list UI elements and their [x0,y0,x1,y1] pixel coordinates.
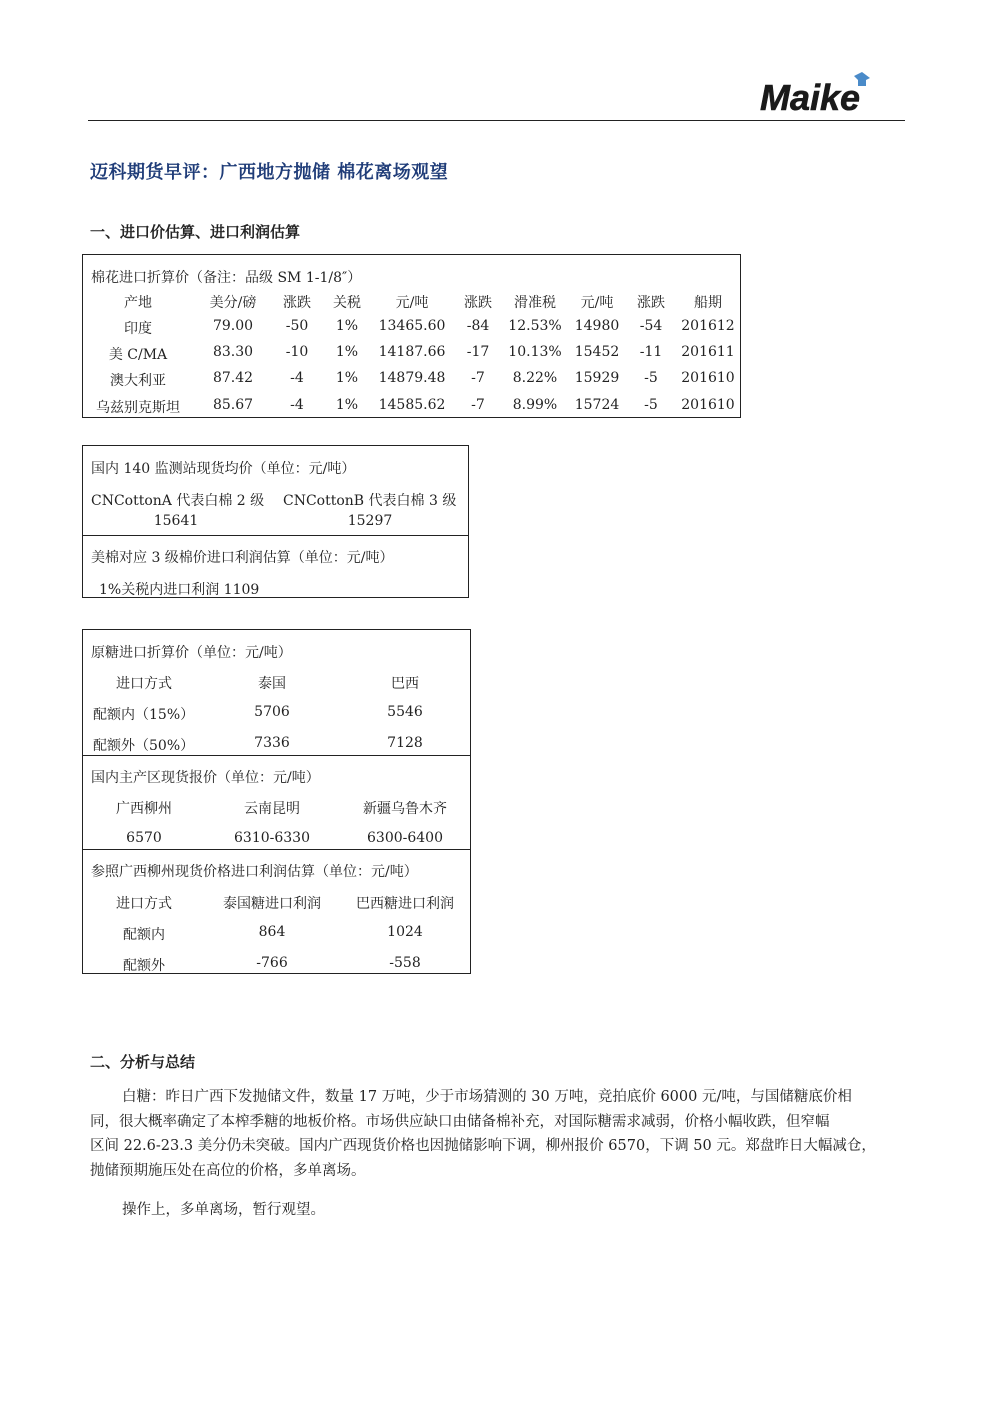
col-header: 涨跌 [283,295,311,311]
cell-yuan-per-ton: 15452 [574,344,620,360]
cell-origin: 乌兹别克斯坦 [96,400,180,416]
cell-method: 配额外 [123,958,165,974]
col-header: 船期 [694,295,722,311]
profit-caption: 美棉对应 3 级棉价进口利润估算（单位：元/吨） [91,550,394,566]
cncotton-a-label: CNCottonA 代表白棉 2 级 [91,493,265,509]
domestic-cotton-caption: 国内 140 监测站现货均价（单位：元/吨） [91,461,356,477]
analysis-paragraph [90,1085,903,1183]
cell-method: 配额外（50%） [93,738,195,754]
cell-method: 配额内（15%） [93,707,195,723]
col-header: 云南昆明 [244,801,300,817]
col-header: 进口方式 [116,896,172,912]
spot-price: 6300-6400 [367,830,443,846]
col-header: 关税 [333,295,361,311]
paragraph-line: 同，很大概率确定了本榨季糖的地板价格。市场供应缺口由储备棉补充，对国际糖需求减弱，价格小幅收跌，但窄幅 [90,1113,830,1130]
sugar-profit-caption: 参照广西柳州现货价格进口利润估算（单位：元/吨） [91,864,418,880]
divider [83,755,470,756]
cncotton-b-value: 15297 [347,513,393,529]
col-header: 美分/磅 [209,295,257,311]
cell-sliding-tax: 8.22% [512,370,558,386]
col-header: 广西柳州 [116,801,172,817]
cell-tariff: 1% [335,397,359,413]
cell-cents-per-lb: 87.42 [212,370,254,386]
cell-cents-per-lb: 85.67 [212,397,254,413]
paragraph-line: 抛储预期施压处在高位的价格，多单离场。 [90,1162,366,1179]
col-header: 涨跌 [637,295,665,311]
cell-shipment: 201612 [681,318,735,334]
cell-brazil-profit: -558 [389,955,421,971]
divider [83,535,468,536]
cell-change: -4 [290,370,304,386]
cell-change: -5 [644,397,658,413]
col-header: 元/吨 [395,295,429,311]
page-title: 迈科期货早评：广西地方抛储 棉花离场观望 [90,162,449,183]
col-header: 产地 [124,295,152,311]
col-header: 泰国糖进口利润 [223,896,321,912]
cell-method: 配额内 [123,927,165,943]
cell-shipment: 201611 [681,344,735,360]
cell-tariff: 1% [335,344,359,360]
cell-change: -7 [471,370,485,386]
cell-tariff: 1% [335,318,359,334]
cell-yuan-per-ton: 13465.60 [378,318,446,334]
cell-change: -17 [466,344,490,360]
col-header: 涨跌 [464,295,492,311]
col-header: 巴西 [391,676,419,692]
cell-origin: 美 C/MA [108,347,168,363]
section-heading-1: 一、进口价估算、进口利润估算 [90,223,301,241]
col-header: 滑准税 [514,295,556,311]
cell-change: -50 [285,318,309,334]
cell-shipment: 201610 [681,370,735,386]
cell-shipment: 201610 [681,397,735,413]
domestic-cotton-box [82,445,469,598]
col-header: 元/吨 [580,295,614,311]
sugar-box [82,629,471,974]
cell-change: -10 [285,344,309,360]
cell-yuan-per-ton: 14980 [574,318,620,334]
cotton-import-caption: 棉花进口折算价（备注：品级 SM 1-1/8″） [91,270,362,286]
col-header: 新疆乌鲁木齐 [363,801,447,817]
cell-cents-per-lb: 79.00 [212,318,254,334]
cell-brazil: 5546 [387,704,423,720]
paragraph-line: 白糖：昨日广西下发抛储文件，数量 17 万吨，少于市场猜测的 30 万吨，竞拍底价 6000 元/吨，与国储糖底价相 [122,1089,852,1105]
cell-tariff: 1% [335,370,359,386]
cell-cents-per-lb: 83.30 [212,344,254,360]
cell-thailand-profit: 864 [258,924,286,940]
spot-price: 6310-6330 [234,830,310,846]
header-rule [88,120,905,121]
cell-sliding-tax: 8.99% [512,397,558,413]
col-header: 巴西糖进口利润 [356,896,454,912]
profit-text: 1%关税内进口利润 1109 [99,582,260,598]
cncotton-a-value: 15641 [153,513,199,529]
col-header: 泰国 [258,676,286,692]
cell-change: -84 [466,318,490,334]
cell-yuan-per-ton: 15724 [574,397,620,413]
cell-change: -5 [644,370,658,386]
cell-change: -4 [290,397,304,413]
cell-yuan-per-ton: 15929 [574,370,620,386]
col-header: 进口方式 [116,676,172,692]
cell-origin: 印度 [124,321,152,337]
cell-change: -7 [471,397,485,413]
svg-text:Maike: Maike [760,77,861,118]
cell-thailand-profit: -766 [256,955,288,971]
cell-origin: 澳大利亚 [110,373,166,389]
cell-thailand: 5706 [254,704,290,720]
maike-logo [758,72,898,118]
cell-yuan-per-ton: 14879.48 [378,370,446,386]
cell-sliding-tax: 10.13% [508,344,562,360]
cell-thailand: 7336 [254,735,290,751]
divider [83,849,470,850]
cell-sliding-tax: 12.53% [508,318,562,334]
paragraph-line: 区间 22.6-23.3 美分仍未突破。国内广西现货价格也因抛储影响下调，柳州报价 6570，下调 50 元。郑盘昨日大幅减仓， [90,1138,876,1154]
cell-brazil: 7128 [387,735,423,751]
section-heading-2: 二、分析与总结 [90,1053,196,1071]
operation-paragraph: 操作上，多单离场，暂行观望。 [122,1202,325,1218]
cell-yuan-per-ton: 14585.62 [378,397,446,413]
sugar-import-caption: 原糖进口折算价（单位：元/吨） [91,645,292,661]
cell-yuan-per-ton: 14187.66 [378,344,446,360]
cell-change: -11 [639,344,663,360]
sugar-spot-caption: 国内主产区现货报价（单位：元/吨） [91,770,320,786]
spot-price: 6570 [126,830,162,846]
cell-brazil-profit: 1024 [387,924,423,940]
cncotton-b-label: CNCottonB 代表白棉 3 级 [283,493,457,509]
cell-change: -54 [639,318,663,334]
cotton-import-table [82,254,741,418]
